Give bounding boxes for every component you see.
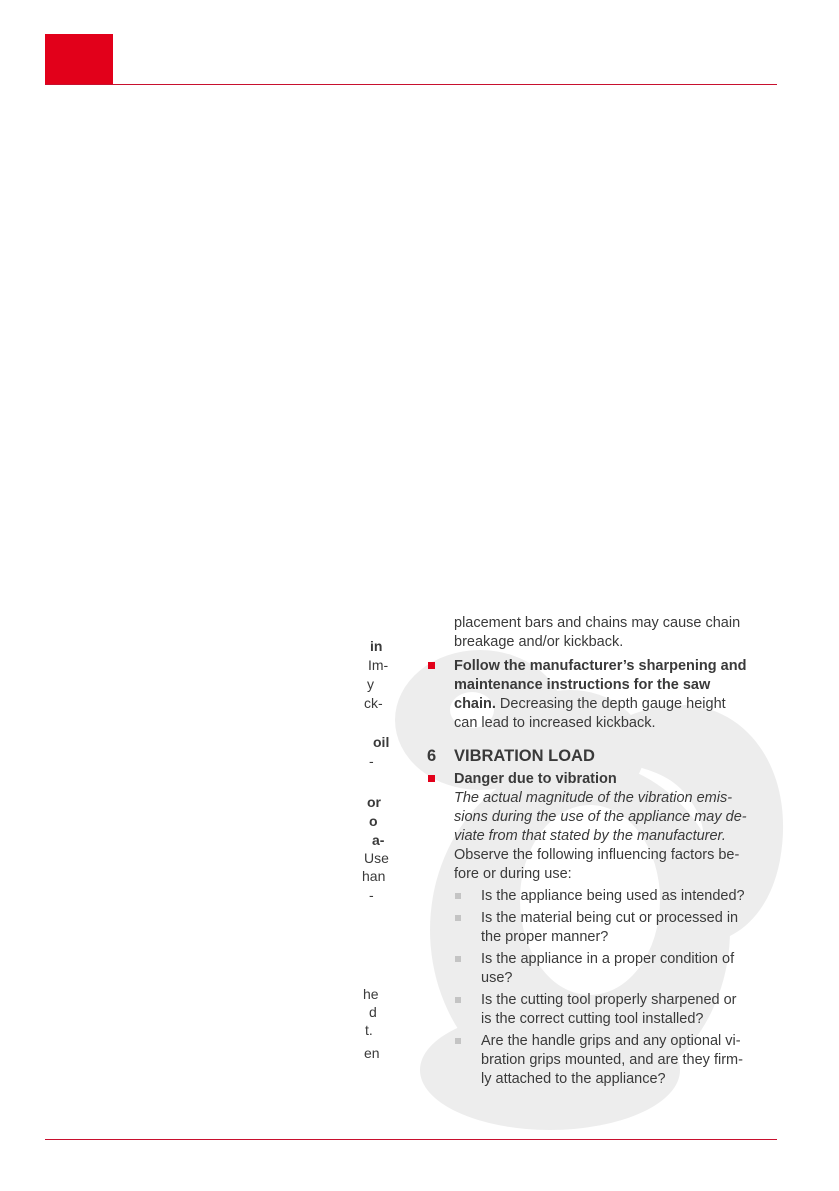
fragment-text: t. [365, 1022, 373, 1038]
paragraph-continuation: placement bars and chains may cause chain breakage and/or kickback. [454, 615, 741, 650]
fragment-text: oil [373, 734, 390, 750]
fragment-text: Use [364, 850, 389, 866]
sub-bullet: Is the material being cut or processed in the proper manner? [427, 909, 779, 947]
fragment-text: Im- [368, 657, 389, 673]
footer-rule [45, 1139, 777, 1140]
sub-bullet: Are the handle grips and any optional vi- bration grips mounted, and are they firm- ly attached to the appliance? [427, 1032, 779, 1089]
fragment-text: han [362, 868, 386, 884]
section-heading: 6 VIBRATION LOAD [427, 747, 595, 765]
grey-bullet-icon [455, 1038, 461, 1044]
grey-bullet-icon [455, 915, 461, 921]
fragment-text: y [367, 676, 374, 692]
grey-bullet-icon [455, 893, 461, 899]
sub-bullet: Is the cutting tool properly sharpened or is the correct cutting tool installed? [427, 991, 779, 1029]
bullet-vibration: Danger due to vibration The actual magnitude of the vibration emis- sions during the use of the appliance may de- viate from that stated by the manufacturer. Observe the following influencing factors be- fore or during use: [427, 770, 779, 884]
fragment-text: o [369, 813, 378, 829]
fragment-text: or [367, 794, 381, 810]
fragment-text: he [363, 986, 379, 1002]
grey-bullet-icon [455, 997, 461, 1003]
red-bullet-icon [428, 662, 435, 669]
fragment-text: - [369, 753, 374, 769]
bullet-sharpening: Follow the manufacturer’s sharpening and maintenance instructions for the saw chain. Decreasing the depth gauge height can lead to increased kickback. [427, 657, 779, 733]
fragment-text: ck- [364, 695, 383, 711]
fragment-text: in [370, 638, 383, 654]
sub-bullet: Is the appliance being used as intended? [427, 887, 779, 906]
red-bullet-icon [428, 775, 435, 782]
fragment-text: a- [372, 832, 385, 848]
fragment-text: en [364, 1045, 380, 1061]
header-color-block [45, 34, 113, 85]
grey-bullet-icon [455, 956, 461, 962]
sub-bullet: Is the appliance in a proper condition of use? [427, 950, 779, 988]
fragment-text: - [369, 887, 374, 903]
right-column [427, 614, 779, 1089]
header-rule [45, 84, 777, 85]
fragment-text: d [369, 1004, 377, 1020]
